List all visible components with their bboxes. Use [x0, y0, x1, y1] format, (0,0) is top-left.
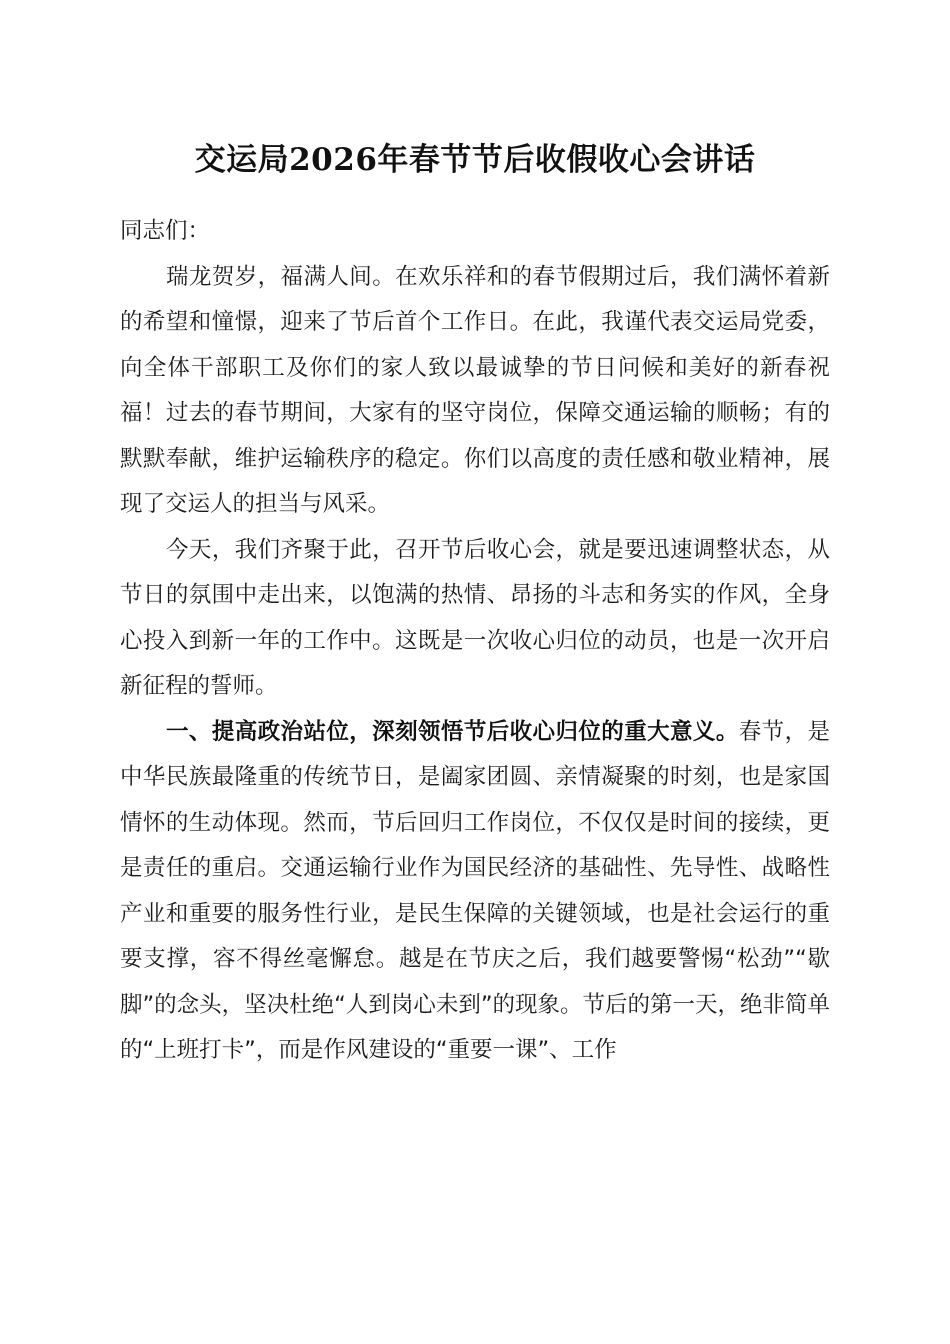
section-1-heading: 一、提高政治站位，深刻领悟节后收心归位的重大意义。	[166, 718, 739, 745]
document-body	[120, 209, 830, 1074]
paragraph-purpose: 今天，我们齐聚于此，召开节后收心会，就是要迅速调整状态，从节日的氛围中走出来，以饱满的热情、昂扬的斗志和务实的作风，全身心投入到新一年的工作中。这既是一次收心归位的动员，也是一次开启新征程的誓师。	[120, 536, 830, 699]
greeting: 同志们：	[120, 218, 211, 244]
document-title: 交运局2026年春节节后收假收心会讲话	[194, 142, 756, 178]
paragraph-opening: 瑞龙贺岁，福满人间。在欢乐祥和的春节假期过后，我们满怀着新的希望和憧憬，迎来了节后首个工作日。在此，我谨代表交运局党委，向全体干部职工及你们的家人致以最诚挚的节日问候和美好的新春祝福！过去的春节期间，大家有的坚守岗位，保障交通运输的顺畅；有的默默奉献，维护运输秩序的稳定。你们以高度的责任感和敬业精神，展现了交运人的担当与风采。	[120, 263, 830, 517]
section-1-paragraph	[120, 710, 830, 1074]
section-1-text: 春节，是中华民族最隆重的传统节日，是阖家团圆、亲情凝聚的时刻，也是家国情怀的生动体现。然而，节后回归工作岗位，不仅仅是时间的接续，更是责任的重启。交通运输行业作为国民经济的基础性、先导性、战略性产业和重要的服务性行业，是民生保障的关键领域，也是社会运行的重要支撑，容不得丝毫懈怠。越是在节庆之后，我们越要警惕“松劲”“歇脚”的念头，坚决杜绝“人到岗心未到”的现象。节后的第一天，绝非简单的“上班打卡”，而是作风建设的“重要一课”、工作	[120, 718, 830, 1063]
